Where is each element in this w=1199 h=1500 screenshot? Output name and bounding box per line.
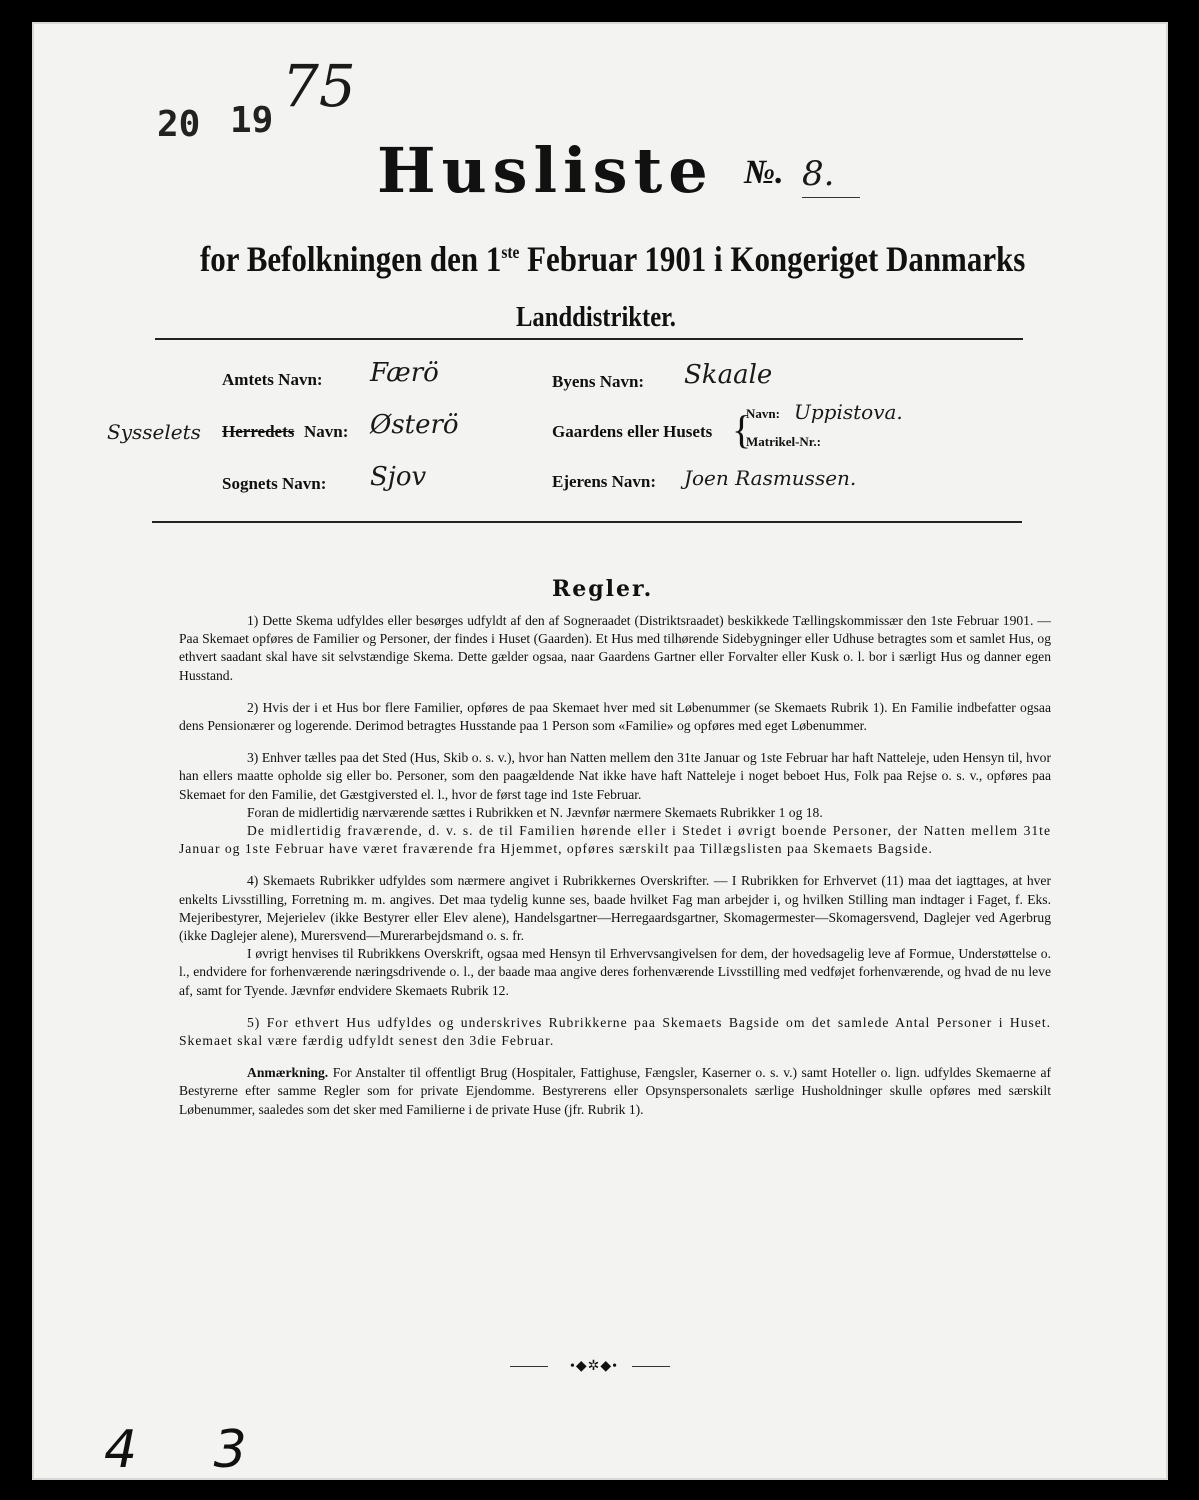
rule-3-nonresident: Foran de midlertidig nærværende sættes i Rubrikken et N. Jævnfør nærmere Skemaets Rubrikker 1 og 18. [247,804,823,820]
herred-navn-label: Navn: [304,422,349,441]
matrikel-label: Matrikel-Nr.: [746,434,821,449]
subtitle-start: for Befolkningen den 1 [200,239,502,279]
amt-value: Færö [370,358,439,388]
page-title: Husliste [377,134,714,207]
syssel-value: Sysselets [107,420,201,444]
herred-value: Østerö [370,410,459,440]
ornament: •◆✲◆• [570,1359,619,1374]
census-sheet [32,22,1168,1480]
rules-body [179,612,1051,1133]
subtitle-sup: ste [501,242,520,262]
herred-label: Herredets [222,422,295,441]
ornament-line-left [510,1366,548,1367]
stamp-year-written: 75 [282,52,356,120]
sogn-value: Sjov [370,462,427,492]
stamp-prefix: 20 [157,104,201,145]
ejer-value: Joen Rasmussen. [684,466,857,490]
subtitle-end: Februar 1901 i Kongeriget Danmarks [519,239,1026,279]
by-label: Byens Navn: [552,372,645,391]
number-underline [802,197,860,198]
rule-4-more: I øvrigt henvises til Rubrikkens Overskrift, ogsaa med Hensyn til Erhvervsangivelsen for dem, der hovedsagelig leve af Formue, Understøttelse o. l., endvidere for forhenværende næringsdrivende o. l., der baade maa angive deres forhenværende Livsstilling med vedføjet forhenværende, og hvad de nu leve af, samt for Tyende. Jævnfør endvidere Skemaets Rubrik 12. [179,946,1051,998]
sogn-label: Sognets Navn: [222,474,327,493]
rule-4: 4) Skemaets Rubrikker udfyldes som nærmere angivet i Rubrikkernes Overskrifter. — I Rubrikken for Erhvervet (11) maa det iagttages, at hver enkelts Livsstilling, Forretning m. m. angives. Det maa tydelig kunne ses, baade hvilket Fag man arbejder i, og hvilken Stilling man indtager i Faget, f. Eks. Mejeribestyrer, Mejerielev (ikke Bestyrer eller Elev alene), Handelsgartner—Herregaardsgartner, Skomagermester—Skomagersvend, Daglejer ved Agerbrug (ikke Daglejer alene), Murersvend—Murerarbejdsmand o. s. fr. [179,873,1051,944]
rule-3-absent: De midlertidig fraværende, d. v. s. de til Familien hørende eller i Stedet i øvrigt boende Personer, der Natten mellem 31te Januar og 1ste Februar have været fraværende fra Hjemmet, opføres særskilt paa Tillægslisten paa Skemaets Bagside. [179,823,1051,857]
footer-number: 4 3 [104,1420,277,1480]
number-value: 8. [802,154,835,194]
amt-label: Amtets Navn: [222,370,323,389]
ornament-line-right [632,1366,670,1367]
by-value: Skaale [684,360,773,390]
ejer-label: Ejerens Navn: [552,472,657,491]
rule-5: 5) For ethvert Hus udfyldes og underskrives Rubrikkerne paa Skemaets Bagside om det samlede Antal Personer i Huset. Skemaet skal være færdig udfyldt senest den 3die Februar. [179,1014,1051,1049]
gaard-label: Gaardens eller Husets [552,422,713,441]
bottom-rule [152,521,1022,523]
gaard-brace: { [732,407,752,452]
annotation [179,1064,1051,1119]
rule-2: 2) Hvis der i et Hus bor flere Familier, opføres de paa Skemaet hver med sit Løbenummer (se Skemaets Rubrik 1). En Familie indbefatter ogsaa dens Pensionærer og logerende. Derimod betragtes Husstande paa 1 Person som «Familie» og opføres med eget Løbenummer. [179,699,1051,734]
rule-1: 1) Dette Skema udfyldes eller besørges udfyldt af den af Sogneraadet (Distriktsraadet) beskikkede Tællingskommissær den 1ste Februar 1901. — Paa Skemaet opføres de Familier og Personer, der findes i Huset (Gaarden). Et Hus med tilhørende Sidebygninger eller Udhuse betragtes som et samlet Hus, og ethvert saadant skal have sit selvstændige Skema. Dette gælder ogsaa, naar Gaardens Gartner eller Forvalter eller Kusk o. l. bor i særligt Hus og danner egen Husstand. [179,613,1051,683]
annotation-label: Anmærkning. [247,1065,329,1081]
rule-3: 3) Enhver tælles paa det Sted (Hus, Skib o. s. v.), hvor han Natten mellem den 31te Januar og 1ste Februar har haft Natteleje, uden Hensyn til, hvor han ellers maatte opholde sig eller bo. Personer, som den paagældende Nat ikke have haft Natteleje i noget beboet Hus, Folk paa Rejse o. s. v., opføres paa Skemaet for den Familie, det Gæstgiversted el. l., hvor de først tage ind 1ste Februar. [179,750,1051,802]
district-heading: Landdistrikter. [516,302,676,333]
top-rule [155,338,1023,340]
stamp-year-printed: 19 [230,100,274,141]
gaard-navn-value: Uppistova. [794,400,903,424]
number-label: №. [744,154,784,191]
subtitle [200,238,1025,280]
rules-heading: Regler. [552,576,654,602]
gaard-navn-label: Navn: [746,406,780,421]
annotation-text: For Anstalter til offentligt Brug (Hospitaler, Fattighuse, Fængsler, Kaserner o. s. v.) samt Hoteller o. lign. udfyldes Skemaerne af Bestyrerne efter samme Regler som for private Ejendomme. Bestyrerens eller Opsynspersonalets særlige Husholdninger skulle opføres med særskilt Løbenummer, saaledes som det sker med Familierne i de private Huse (jfr. Rubrik 1). [179,1065,1052,1117]
